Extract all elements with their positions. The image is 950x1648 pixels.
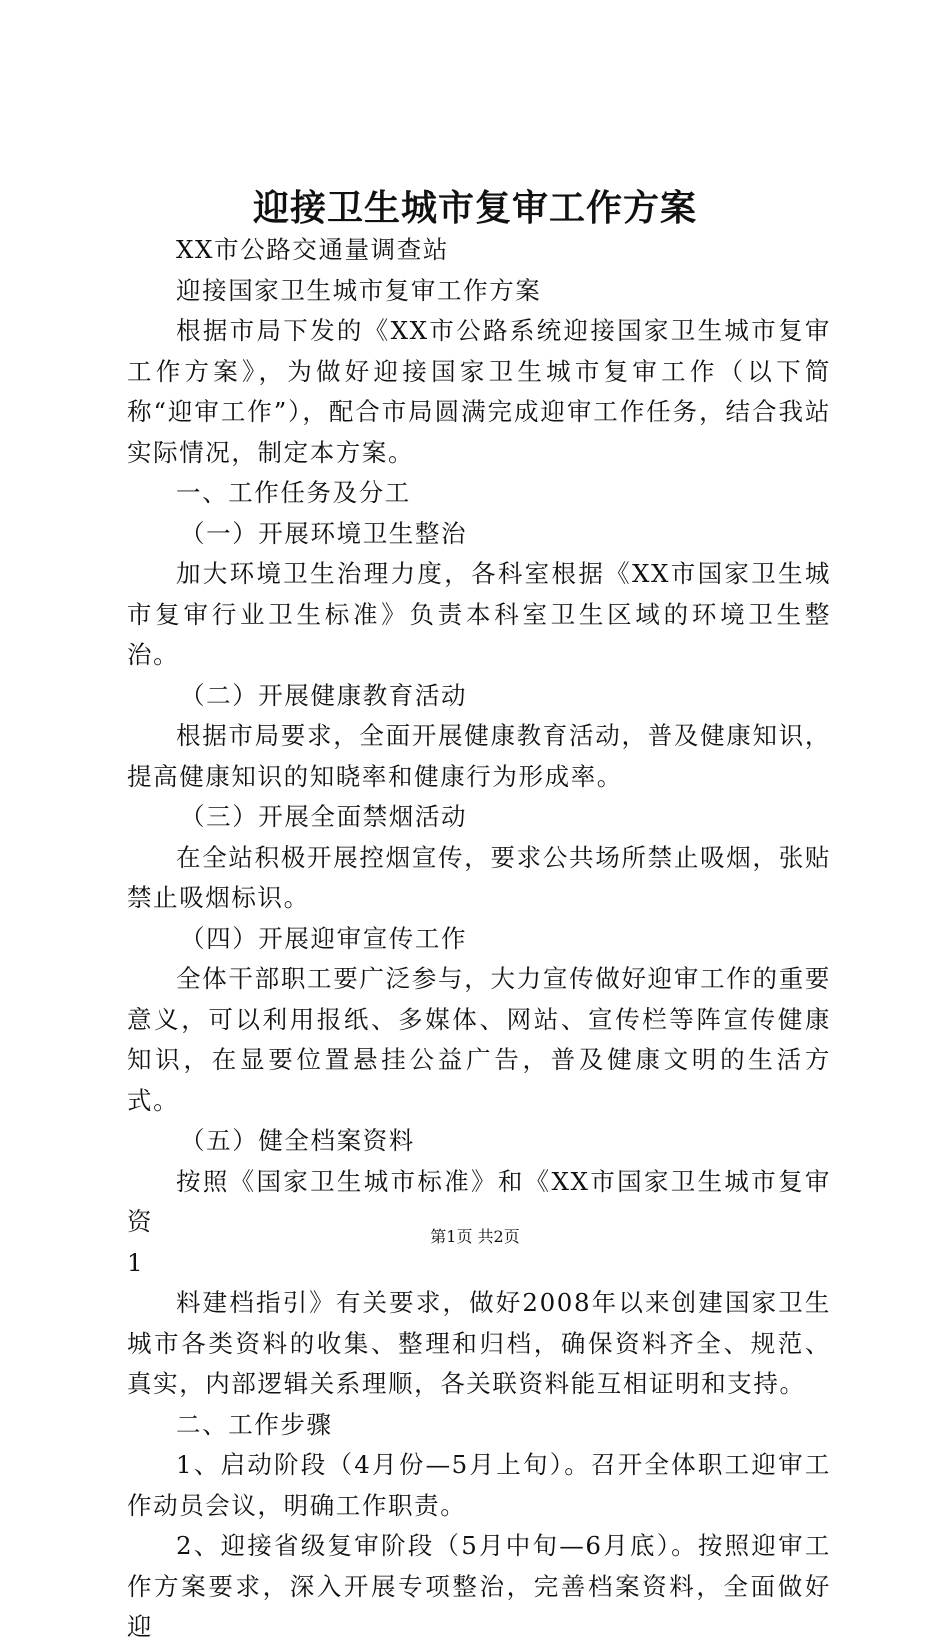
subsection-body-5-part2: 料建档指引》有关要求，做好2008年以来创建国家卫生城市各类资料的收集、整理和归档，确保资料齐全、规范、真实，内部逻辑关系理顺，各关联资料能互相证明和支持。	[127, 1288, 831, 1398]
intro-paragraph: 根据市局下发的《XX市公路系统迎接国家卫生城市复审工作方案》，为做好迎接国家卫生城市复审工作（以下简称“迎审工作”），配合市局圆满完成迎审工作任务，结合我站实际情况，制定本方案。	[127, 316, 831, 467]
plan-subtitle: 迎接国家卫生城市复审工作方案	[176, 275, 542, 305]
subsection-body-2: 根据市局要求，全面开展健康教育活动，普及健康知识，提高健康知识的知晓率和健康行为形成率。	[127, 721, 831, 791]
inline-page-number: 1	[127, 1247, 144, 1277]
step-1: 1、启动阶段（4月份—5月上旬）。召开全体职工迎审工作动员会议，明确工作职责。	[127, 1450, 831, 1520]
subsection-body-1: 加大环境卫生治理力度，各科室根据《XX市国家卫生城市复审行业卫生标准》负责本科室卫生区域的环境卫生整治。	[127, 559, 831, 669]
section-heading-tasks: 一、工作任务及分工	[176, 478, 411, 507]
org-name: XX市公路交通量调查站	[176, 235, 449, 264]
subsection-heading-1: （一）开展环境卫生整治	[180, 518, 468, 548]
section-heading-steps: 二、工作步骤	[176, 1409, 333, 1439]
subsection-body-3: 在全站积极开展控烟宣传，要求公共场所禁止吸烟，张贴禁止吸烟标识。	[127, 842, 831, 912]
document-title: 迎接卫生城市复审工作方案	[252, 187, 697, 229]
subsection-heading-3: （三）开展全面禁烟活动	[180, 802, 468, 831]
subsection-body-4: 全体干部职工要广泛参与，大力宣传做好迎审工作的重要意义，可以利用报纸、多媒体、网站、宣传栏等阵宣传健康知识，在显要位置悬挂公益广告，普及健康文明的生活方式。	[127, 964, 831, 1115]
subsection-heading-5: （五）健全档案资料	[180, 1126, 415, 1155]
document-body	[127, 230, 831, 1648]
page-footer: 第1页 共2页	[430, 1227, 520, 1246]
step-2: 2、迎接省级复审阶段（5月中旬—6月底）。按照迎审工作方案要求，深入开展专项整治，完善档案资料，全面做好迎	[127, 1531, 831, 1641]
subsection-heading-4: （四）开展迎审宣传工作	[180, 923, 468, 953]
subsection-body-5-part1: 按照《国家卫生城市标准》和《XX市国家卫生城市复审资	[127, 1166, 831, 1236]
subsection-heading-2: （二）开展健康教育活动	[180, 680, 468, 710]
